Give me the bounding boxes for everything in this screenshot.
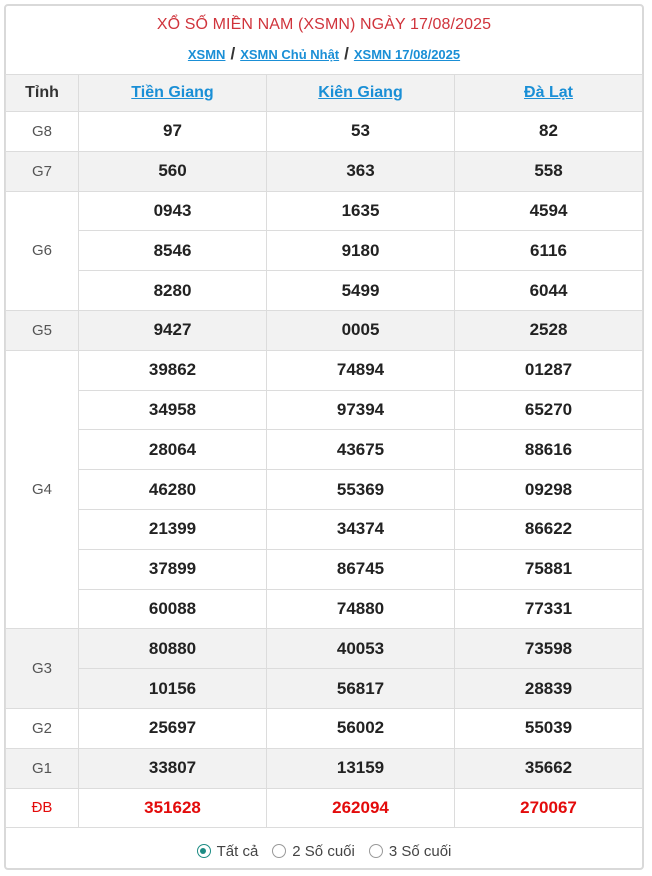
prize-number: 65270	[455, 390, 643, 430]
prize-row	[6, 470, 643, 510]
prize-number: 0005	[267, 310, 455, 350]
prize-number: 25697	[79, 708, 267, 748]
prize-label: G6	[6, 191, 79, 310]
prize-row	[6, 350, 643, 390]
prize-row	[6, 629, 643, 669]
province-link-da-lat[interactable]: Đà Lạt	[524, 84, 573, 101]
prize-number: 88616	[455, 430, 643, 470]
breadcrumb-xsmn-date[interactable]: XSMN 17/08/2025	[353, 47, 461, 62]
prize-number: 363	[267, 151, 455, 191]
prize-number: 43675	[267, 430, 455, 470]
prize-row	[6, 748, 643, 788]
prize-number: 13159	[267, 748, 455, 788]
radio-selected-icon[interactable]	[197, 844, 211, 858]
prize-number: 21399	[79, 509, 267, 549]
prize-number: 33807	[79, 748, 267, 788]
prize-row	[6, 430, 643, 470]
prize-label: G7	[6, 151, 79, 191]
prize-number: 262094	[267, 788, 455, 828]
prize-number: 09298	[455, 470, 643, 510]
prize-number: 8546	[79, 231, 267, 271]
prize-number: 270067	[455, 788, 643, 828]
prize-number: 9427	[79, 310, 267, 350]
prize-row	[6, 231, 643, 271]
prize-number: 46280	[79, 470, 267, 510]
results-header	[6, 6, 642, 74]
prize-number: 37899	[79, 549, 267, 589]
prize-row	[6, 509, 643, 549]
prize-number: 0943	[79, 191, 267, 231]
province-column-header: Tỉnh	[6, 75, 79, 112]
prize-row	[6, 112, 643, 152]
option-last-2[interactable]: 2 Số cuối	[272, 843, 355, 860]
prize-number: 558	[455, 151, 643, 191]
radio-icon[interactable]	[369, 844, 383, 858]
prize-row	[6, 310, 643, 350]
prize-label: G1	[6, 748, 79, 788]
prize-number: 9180	[267, 231, 455, 271]
prize-number: 6044	[455, 271, 643, 311]
prize-label: ĐB	[6, 788, 79, 828]
display-options	[6, 828, 642, 874]
province-link-tien-giang[interactable]: Tiền Giang	[131, 84, 214, 101]
prize-number: 73598	[455, 629, 643, 669]
prize-number: 86745	[267, 549, 455, 589]
prize-number: 82	[455, 112, 643, 152]
breadcrumb-xsmn[interactable]: XSMN	[187, 47, 226, 62]
prize-number: 560	[79, 151, 267, 191]
prize-number: 97	[79, 112, 267, 152]
prize-label: G8	[6, 112, 79, 152]
prize-label: G5	[6, 310, 79, 350]
prize-number: 4594	[455, 191, 643, 231]
prize-label: G2	[6, 708, 79, 748]
prize-number: 34374	[267, 509, 455, 549]
prize-row	[6, 191, 643, 231]
prize-number: 56817	[267, 669, 455, 709]
breadcrumb-xsmn-sunday[interactable]: XSMN Chủ Nhật	[240, 47, 340, 62]
prize-row	[6, 549, 643, 589]
prize-number: 77331	[455, 589, 643, 629]
province-link-kien-giang[interactable]: Kiên Giang	[318, 84, 403, 101]
breadcrumb	[6, 44, 642, 64]
prize-number: 74894	[267, 350, 455, 390]
prize-label: G4	[6, 350, 79, 629]
prize-number: 55039	[455, 708, 643, 748]
prize-number: 39862	[79, 350, 267, 390]
prize-number: 53	[267, 112, 455, 152]
prize-number: 34958	[79, 390, 267, 430]
prize-number: 56002	[267, 708, 455, 748]
prize-row	[6, 669, 643, 709]
prize-number: 35662	[455, 748, 643, 788]
prize-number: 01287	[455, 350, 643, 390]
prize-number: 8280	[79, 271, 267, 311]
prize-number: 1635	[267, 191, 455, 231]
breadcrumb-separator: /	[230, 44, 236, 63]
prize-row	[6, 589, 643, 629]
prize-number: 55369	[267, 470, 455, 510]
prize-number: 28064	[79, 430, 267, 470]
prize-number: 10156	[79, 669, 267, 709]
prize-number: 60088	[79, 589, 267, 629]
prize-number: 28839	[455, 669, 643, 709]
prize-row	[6, 271, 643, 311]
prize-number: 2528	[455, 310, 643, 350]
prize-number: 97394	[267, 390, 455, 430]
prize-number: 5499	[267, 271, 455, 311]
breadcrumb-separator: /	[344, 44, 349, 63]
prize-number: 74880	[267, 589, 455, 629]
table-header-row	[6, 75, 643, 112]
radio-icon[interactable]	[272, 844, 286, 858]
prize-row	[6, 708, 643, 748]
prize-number: 86622	[455, 509, 643, 549]
prize-number: 40053	[267, 629, 455, 669]
prize-label: G3	[6, 629, 79, 709]
prize-number: 6116	[455, 231, 643, 271]
page-title: XỔ SỐ MIỀN NAM (XSMN) NGÀY 17/08/2025	[156, 16, 492, 33]
option-all[interactable]: Tất cả	[197, 843, 259, 860]
option-last-3[interactable]: 3 Số cuối	[369, 843, 452, 860]
prize-number: 80880	[79, 629, 267, 669]
prize-number: 351628	[79, 788, 267, 828]
prize-row	[6, 788, 643, 828]
results-table	[5, 74, 643, 828]
results-panel	[4, 4, 644, 870]
prize-number: 75881	[455, 549, 643, 589]
prize-row	[6, 151, 643, 191]
prize-row	[6, 390, 643, 430]
